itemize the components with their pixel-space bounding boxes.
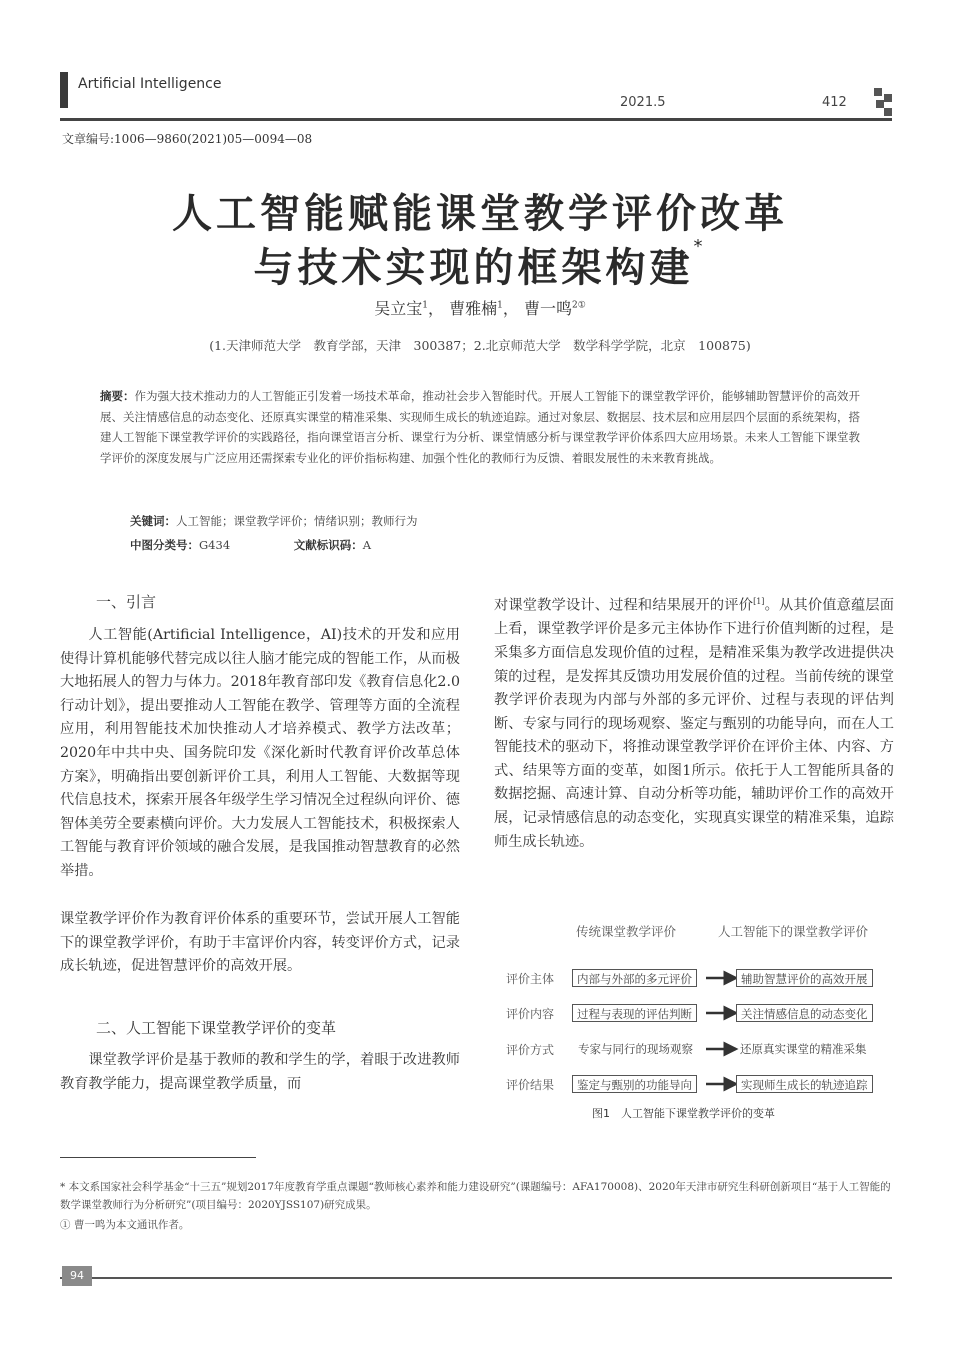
abstract — [100, 386, 860, 468]
title-line-1: 人工智能赋能课堂教学评价改革 — [172, 191, 788, 237]
right-paragraph-part-b: 。从其价值意蕴层面上看，课堂教学评价是多元主体协作下进行价值判断的过程，是采集多方面信息发现价值的过程，是精准采集为教学改进提供决策的过程，是发挥其反馈功用发展价值的过程。当前传统的课堂教学评价表现为内部与外部的多元评价、过程与表现的评估判断、专家与同行的现场观察、鉴定与甄别的功能导向，而在人工智能技术的驱动下，将推动课堂教学评价在评价主体、内容、方式、结果等方面的变革，如图1所示。依托于人工智能所具备的数据挖掘、高速计算、自动分析等功能，辅助评价工作的高效开展，记录情感信息的动态变化，实现真实课堂的精准采集，追踪师生成长轨迹。 — [494, 597, 894, 850]
right-column-paragraph — [494, 590, 894, 854]
section-1-paragraph-1: 人工智能(Artificial Intelligence，AI)技术的开发和应用使得计算机能够代替完成以往人脑才能完成的智能工作，从而极大地拓展人的智力与体力。2018年教育部印发《教育信息化2.0行动计划》，提出要推动人工智能在教学、管理等方面的全流程应用，利用智能技术加快推动人才培养模式、教学方法改革；2020年中共中央、国务院印发《深化新时代教育评价改革总体方案》，明确指出要创新评价工具，利用人工智能、大数据等现代信息技术，探索开展各年级学生学习情况全过程纵向评价、德智体美劳全要素横向评价。大力发展人工智能技术，积极探索人工智能与教育评价领域的融合发展，是我国推动智慧教育的必然举措。 — [60, 627, 460, 879]
clc-value: G434 — [199, 538, 231, 552]
issue-date: 2021.5 — [620, 95, 666, 110]
classification — [130, 537, 371, 553]
title-line-2-wrap — [0, 236, 960, 293]
footnote-corresponding: ① 曹一鸣为本文通讯作者。 — [60, 1219, 190, 1231]
header-bar — [60, 72, 68, 108]
title-footnote-mark: * — [693, 236, 707, 257]
page-number: 94 — [62, 1266, 92, 1286]
figure-col-traditional: 传统课堂教学评价 — [576, 924, 677, 939]
figure-row-ai: 实现师生成长的轨迹追踪 — [736, 1075, 873, 1093]
article-number: 文章编号:1006—9860(2021)05—0094—08 — [62, 132, 313, 146]
author-2-affil: 1 — [497, 300, 503, 311]
figure-row-label: 评价结果 — [506, 1078, 555, 1092]
author-3-affil: 2① — [571, 300, 586, 311]
author-sep: ， — [502, 299, 519, 318]
footnote-rule — [60, 1157, 256, 1158]
keywords-label: 关键词： — [130, 514, 176, 528]
citation-1: [1] — [753, 597, 765, 606]
section-2-title: 二、人工智能下课堂教学评价的变革 — [96, 1019, 337, 1037]
section-2-paragraph-1: 课堂教学评价是基于教师的教和学生的学，着眼于改进教师教育教学能力，提高课堂教学质量，而 — [60, 1052, 460, 1092]
issue-number: 412 — [822, 95, 847, 110]
authors — [0, 296, 960, 319]
affiliation: (1.天津师范大学 教育学部，天津 300387；2.北京师范大学 数学科学学院，北京 100875) — [209, 338, 751, 353]
figure-row-ai: 关注情感信息的动态变化 — [736, 1004, 873, 1022]
clc-label: 中图分类号： — [130, 538, 199, 552]
right-paragraph-part-a: 对课堂教学设计、过程和结果展开的评价 — [494, 597, 754, 614]
footnote-funding: * 本文系国家社会科学基金“十三五”规划2017年度教育学重点课题“教师核心素养和能力建设研究”(课题编号：AFA170008)、2020年天津市研究生科研创新项目“基于人工智能的数学课堂教师行为分析研究”(项目编号：2020YJSS107)研究成果。 — [60, 1181, 891, 1211]
abstract-text: 作为强大技术推动力的人工智能正引发着一场技术革命，推动社会步入智能时代。开展人工智能下的课堂教学评价，能够辅助智慧评价的高效开展、关注情感信息的动态变化、还原真实课堂的精准采集、实现师生成长的轨迹追踪。通过对象层、数据层、技术层和应用层四个层面的系统架构，搭建人工智能下课堂教学评价的实践路径，指向课堂语言分析、课堂行为分析、课堂情感分析与课堂教学评价体系四大应用场景。未来人工智能下课堂教学评价的深度发展与广泛应用还需探索专业化的评价指标构建、加强个性化的教师行为反馈、着眼发展性的未来教育挑战。 — [100, 389, 860, 465]
author-sep: ， — [427, 299, 444, 318]
section-1-paragraph-2: 课堂教学评价作为教育评价体系的重要环节，尝试开展人工智能下的课堂教学评价，有助于丰富评价内容，转变评价方式，记录成长轨迹，促进智慧评价的高效开展。 — [60, 911, 460, 975]
figure-row-traditional: 鉴定与甄别的功能导向 — [572, 1075, 697, 1093]
figure-row-label: 评价方式 — [506, 1043, 555, 1057]
journal-name: Artificial Intelligence — [78, 76, 222, 92]
keywords-text: 人工智能；课堂教学评价；情绪识别；教师行为 — [176, 514, 418, 528]
figure-row-label: 评价主体 — [506, 972, 555, 986]
author-2: 曹雅楠 — [449, 299, 498, 318]
figure-row-traditional: 过程与表现的评估判断 — [572, 1004, 697, 1022]
header-decoration-icon — [874, 88, 894, 118]
figure-row-ai: 还原真实课堂的精准采集 — [740, 1042, 867, 1056]
figure-row-label: 评价内容 — [506, 1007, 555, 1021]
author-3: 曹一鸣 — [523, 299, 572, 318]
figure-col-ai: 人工智能下的课堂教学评价 — [718, 924, 869, 939]
figure-row-ai: 辅助智慧评价的高效开展 — [736, 969, 873, 987]
figure-1 — [496, 910, 892, 1130]
figure-row-traditional: 内部与外部的多元评价 — [572, 969, 697, 987]
figure-row-traditional: 专家与同行的现场观察 — [578, 1042, 693, 1056]
title-line-2: 与技术实现的框架构建 — [253, 245, 694, 291]
doc-code-value: A — [362, 538, 372, 552]
keywords — [130, 513, 418, 529]
figure-caption: 图1 人工智能下课堂教学评价的变革 — [592, 1107, 775, 1120]
abstract-label: 摘要： — [100, 389, 135, 403]
section-1-title: 一、引言 — [96, 593, 157, 611]
author-1: 吴立宝 — [374, 299, 423, 318]
header-rule — [60, 118, 892, 121]
page-rule — [60, 1277, 892, 1279]
doc-code-label: 文献标识码： — [293, 538, 363, 552]
author-1-affil: 1 — [422, 300, 428, 311]
